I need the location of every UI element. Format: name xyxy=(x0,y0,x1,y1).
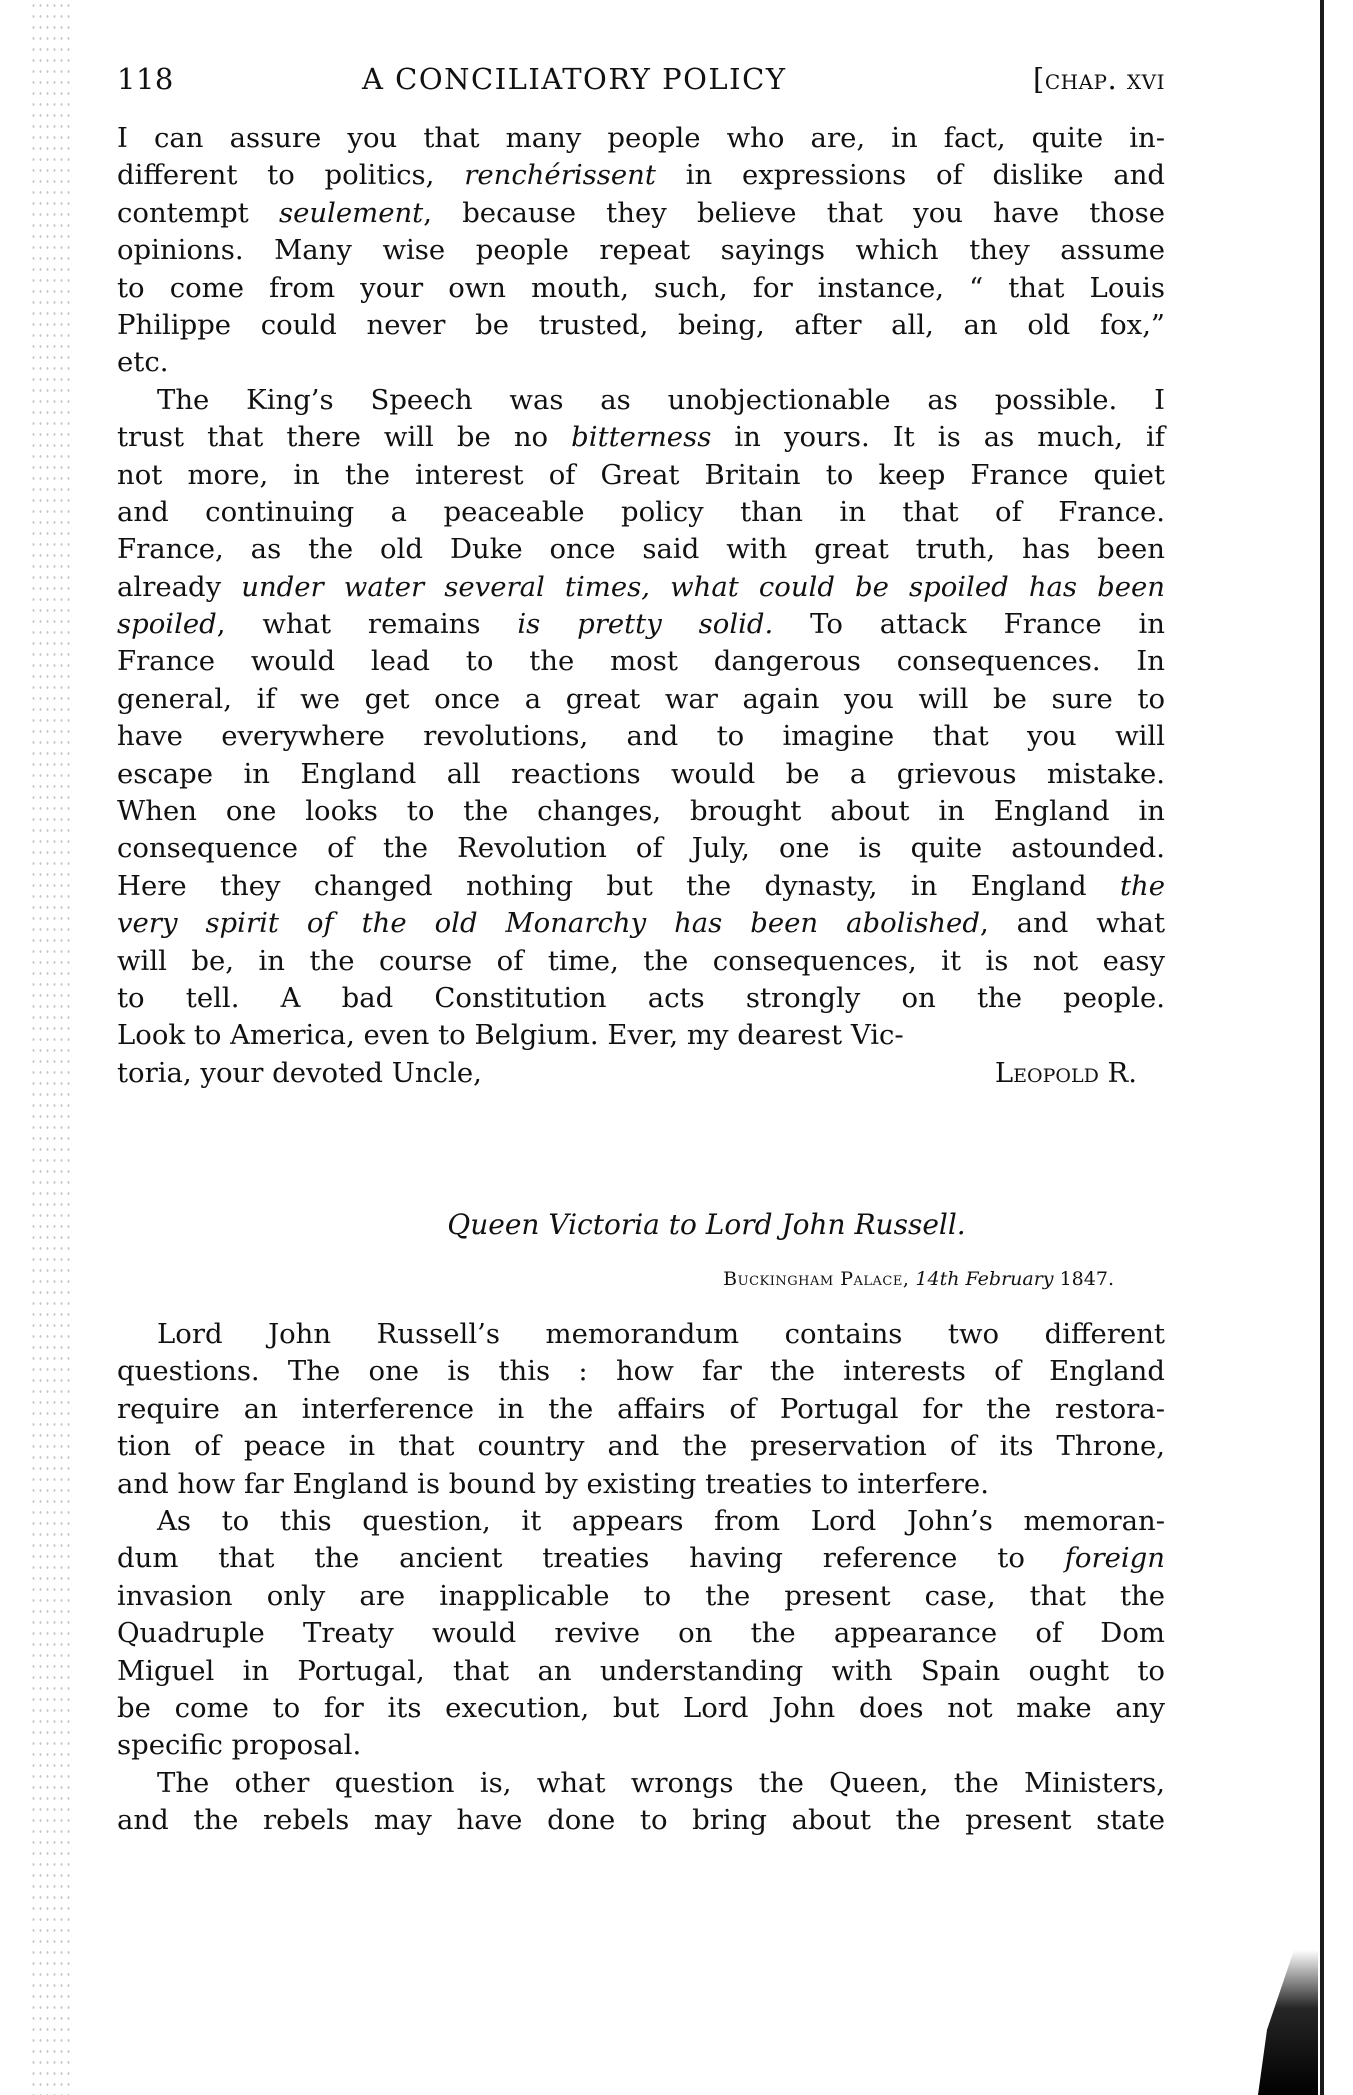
text-line: escape in England all reactions would be a grievous mistake. xyxy=(117,757,1165,790)
text-line: to come from your own mouth, such, for instance, “ that Louis xyxy=(117,271,1165,304)
text-line: dum that the ancient treaties having reference to foreign xyxy=(117,1542,1165,1575)
text-line: already under water several times, what could be spoiled has been xyxy=(117,570,1166,603)
letter-2-paragraph-3 xyxy=(117,1765,1165,1840)
text-line: Lord John Russell’s memorandum contains two different xyxy=(157,1318,1165,1350)
text-line: general, if we get once a great war again you will be sure to xyxy=(117,682,1165,715)
italic-phrase: very spirit of the old Monarchy has been abolished xyxy=(117,907,980,940)
text-line: Here they changed nothing but the dynasty, in England the xyxy=(117,869,1165,902)
italic-phrase: foreign xyxy=(1064,1542,1165,1575)
signature: Leopold R. xyxy=(994,1056,1137,1089)
letter-1-paragraph-1 xyxy=(117,120,1165,382)
chapter-label: [chap. xvi xyxy=(1033,62,1165,96)
text-line: to tell. A bad Constitution acts strongly on the people. xyxy=(117,981,1165,1014)
letter-2-paragraph-2 xyxy=(117,1503,1165,1765)
text-line: trust that there will be no bitterness in yours. It is as much, if xyxy=(117,421,1165,454)
text-line: Quadruple Treaty would revive on the appearance of Dom xyxy=(117,1617,1165,1650)
running-title: A CONCILIATORY POLICY xyxy=(362,62,787,96)
text-line: As to this question, it appears from Lord John’s memoran- xyxy=(157,1504,1165,1537)
text-line: and how far England is bound by existing treaties to interfere. xyxy=(117,1467,989,1500)
text-line: and continuing a peaceable policy than in that of France. xyxy=(117,495,1165,528)
text-line: spoiled, what remains is pretty solid. To attack France in xyxy=(117,608,1165,641)
text-line: invasion only are inapplicable to the present case, that the xyxy=(117,1579,1165,1612)
text-line: Look to America, even to Belgium. Ever, my dearest Vic- xyxy=(117,1019,904,1052)
letter-1-paragraph-2 xyxy=(117,382,1165,1055)
letter-2-heading: Queen Victoria to Lord John Russell. xyxy=(447,1208,966,1241)
text-line: very spirit of the old Monarchy has been abolished, and what xyxy=(117,907,1165,940)
letter-1-body xyxy=(117,120,1165,1092)
text-line: not more, in the interest of Great Britain to keep France quiet xyxy=(117,458,1165,491)
italic-phrase: seulement xyxy=(278,196,424,229)
text-line: specific proposal. xyxy=(117,1729,362,1762)
text-line: have everywhere revolutions, and to imagine that you will xyxy=(117,720,1165,753)
text-line: France, as the old Duke once said with great truth, has been xyxy=(117,533,1165,566)
text-line: different to politics, renchérissent in expressions of dislike and xyxy=(117,159,1166,192)
letter-2-paragraph-1 xyxy=(117,1316,1165,1503)
text-line: Miguel in Portugal, that an understanding with Spain ought to xyxy=(117,1654,1165,1687)
letter-2-dateline xyxy=(723,1268,1114,1290)
italic-phrase: bitterness xyxy=(571,421,712,454)
text-line: and the rebels may have done to bring about the present state xyxy=(117,1804,1165,1837)
text-line: be come to for its execution, but Lord John does not make any xyxy=(117,1691,1165,1724)
text-line: tion of peace in that country and the preservation of its Throne, xyxy=(117,1430,1165,1463)
page-gutter-rule xyxy=(1320,0,1324,2095)
scan-edge-speckle xyxy=(30,0,70,2095)
text-line: require an interference in the affairs of Portugal for the restora- xyxy=(117,1392,1165,1425)
italic-phrase: spoiled xyxy=(117,608,217,641)
text-line: contempt seulement, because they believe that you have those xyxy=(117,196,1166,229)
letter-1-closing xyxy=(117,1055,1165,1092)
text-line: Philippe could never be trusted, being, after all, an old fox,” xyxy=(117,308,1165,341)
text-line: opinions. Many wise people repeat sayings which they assume xyxy=(117,234,1165,267)
text-line: When one looks to the changes, brought about in England in xyxy=(117,795,1165,828)
text-line: I can assure you that many people who are, in fact, quite in- xyxy=(117,122,1165,154)
letter-2-body xyxy=(117,1316,1165,1839)
italic-phrase: renchérissent xyxy=(464,159,656,192)
text-line: will be, in the course of time, the consequences, it is not easy xyxy=(117,944,1165,977)
scan-smudge xyxy=(1258,1950,1318,2095)
text-line: France would lead to the most dangerous consequences. In xyxy=(117,645,1165,678)
text-line: The other question is, what wrongs the Queen, the Ministers, xyxy=(157,1766,1165,1799)
dateline-day: 14th xyxy=(915,1268,960,1290)
dateline-place: Buckingham Palace, xyxy=(723,1268,910,1290)
text-line: The King’s Speech was as unobjectionable as possible. I xyxy=(157,383,1165,416)
dateline-month: February xyxy=(965,1268,1054,1290)
text-line: questions. The one is this : how far the interests of England xyxy=(117,1355,1165,1388)
running-head xyxy=(117,62,1165,102)
text-line: consequence of the Revolution of July, one is quite astounded. xyxy=(117,832,1165,865)
italic-phrase: under water several times, what could be spoiled has been xyxy=(241,570,1166,603)
closing-text: toria, your devoted Uncle, xyxy=(117,1056,482,1089)
page-number: 118 xyxy=(117,62,174,96)
text-line: etc. xyxy=(117,346,169,379)
italic-phrase: is pretty solid. xyxy=(517,608,774,641)
italic-phrase: the xyxy=(1119,869,1165,902)
dateline-year: 1847. xyxy=(1059,1268,1114,1290)
